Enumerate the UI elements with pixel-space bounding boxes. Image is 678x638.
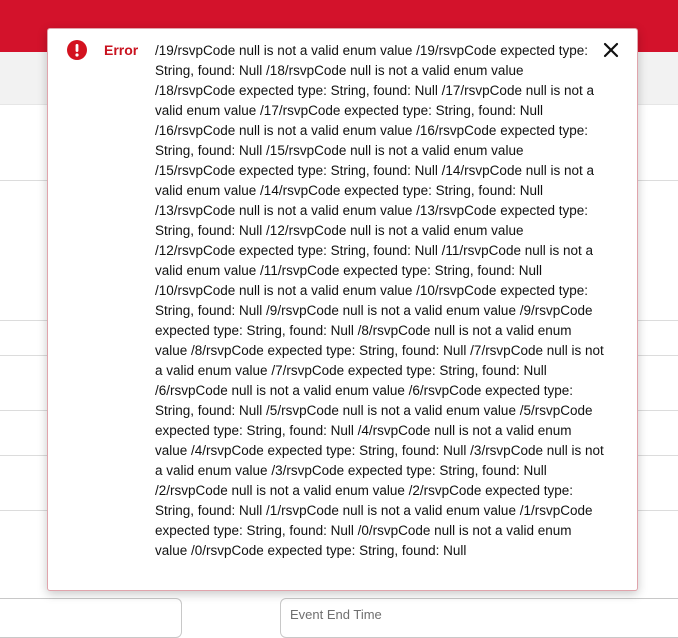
error-icon: [67, 40, 87, 60]
event-end-time-field[interactable]: [280, 598, 678, 638]
event-start-time-field[interactable]: [0, 598, 182, 638]
error-title: Error: [104, 42, 139, 58]
error-message: /19/rsvpCode null is not a valid enum value /19/rsvpCode expected type: String, found: Null /18/rsvpCode null is not a valid enum value /18/rsvpCode expected type: String, found: Null /17/rsvpCode null is not a valid enum value /17/rsvpCode expected type: String, found: Null /16/rsvpCode null is not a valid enum value /16/rsvpCode expected type: String, found: Null /15/rsvpCode null is not a valid enum value /15/rsvpCode expected type: String, found: Null /14/rsvpCode null is not a valid enum value /14/rsvpCode expected type: String, found: Null /13/rsvpCode null is not a valid enum value /13/rsvpCode expected type: String, found: Null /12/rsvpCode null is not a valid enum value /12/rsvpCode expected type: String, found: Null /11/rsvpCode null is not a valid enum value /11/rsvpCode expected type: String, found: Null /10/rsvpCode null is not a valid enum value /10/rsvpCode expected type: String, found: Null /9/rsvpCode null is not a valid enum value /9/rsvpCode expected type: String, found: Null /8/rsvpCode null is not a valid enum value /8/rsvpCode expected type: String, found: Null /7/rsvpCode null is not a valid enum value /7/rsvpCode expected type: String, found: Null /6/rsvpCode null is not a valid enum value /6/rsvpCode expected type: String, found: Null /5/rsvpCode null is not a valid enum value /5/rsvpCode expected type: String, found: Null /4/rsvpCode null is not a valid enum value /4/rsvpCode expected type: String, found: Null /3/rsvpCode null is not a valid enum value /3/rsvpCode expected type: String, found: Null /2/rsvpCode null is not a valid enum value /2/rsvpCode expected type: String, found: Null /1/rsvpCode null is not a valid enum value /1/rsvpCode expected type: String, found: Null /0/rsvpCode null is not a valid enum value /0/rsvpCode expected type: String, found: Null: [155, 43, 604, 558]
error-toast: [47, 28, 638, 591]
close-icon[interactable]: [600, 39, 622, 61]
event-end-time-placeholder: Event End Time: [290, 607, 382, 622]
